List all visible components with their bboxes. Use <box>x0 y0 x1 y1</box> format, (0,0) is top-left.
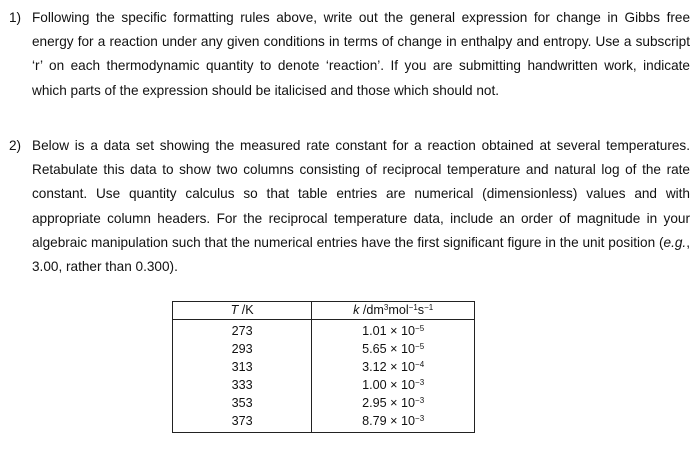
temperature-cell: 373 <box>173 412 312 433</box>
k-times-ten: × 10 <box>386 360 416 374</box>
question-1-text: Following the specific formatting rules above, write out the general expression for change in Gibbs free energy for a reaction under any given conditions in terms of change in enthalpy and entropy. Use a subscript ‘r’ on each thermodynamic quantity to denote ‘reaction’. If you are submitting handwritten work, indicate which parts of the expression should be italicised and those which should not. <box>32 10 690 98</box>
question-2-number: 2) <box>9 138 22 153</box>
k-mantissa: 8.79 <box>362 414 387 428</box>
k-exponent: −3 <box>415 414 425 423</box>
table-row <box>173 320 475 341</box>
k-mantissa: 1.01 <box>362 324 387 338</box>
rate-constant-unit-exp2: −1 <box>408 303 418 312</box>
rate-constant-unit-exp1: 3 <box>383 303 389 312</box>
rate-constant-cell <box>312 412 475 433</box>
table-row <box>173 358 475 376</box>
k-mantissa: 3.12 <box>362 360 387 374</box>
rate-constant-unit-mol: mol <box>388 303 409 317</box>
question-2-text-main: Below is a data set showing the measured rate constant for a reaction obtained at several temperatures. Retabulate this data to show two columns consisting of reciprocal temperature and natural log of the rate constant. Use quantity calculus so that table entries are numerical (dimensionless) values and with appropriate column headers. For the reciprocal temperature data, include an order of magnitude in your algebraic manipulation such that the numerical entries have the first significant figure in the unit position ( <box>32 138 690 250</box>
table-row <box>173 340 475 358</box>
question-2-text <box>32 134 690 279</box>
temperature-unit: /K <box>238 303 254 317</box>
k-exponent: −3 <box>415 378 425 387</box>
question-1-number: 1) <box>9 10 22 25</box>
k-times-ten: × 10 <box>386 342 416 356</box>
temperature-cell: 273 <box>173 320 312 341</box>
k-exponent: −5 <box>415 342 425 351</box>
table-row <box>173 394 475 412</box>
rate-constant-table <box>172 301 475 433</box>
k-mantissa: 5.65 <box>362 342 387 356</box>
rate-constant-symbol: k <box>353 303 360 317</box>
question-2-eg: e.g. <box>663 234 687 250</box>
temperature-symbol: T <box>230 303 239 317</box>
k-mantissa: 2.95 <box>362 396 387 410</box>
question-2 <box>0 134 690 279</box>
k-mantissa: 1.00 <box>362 378 387 392</box>
k-exponent: −3 <box>415 396 425 405</box>
rate-constant-cell <box>312 394 475 412</box>
rate-constant-cell <box>312 340 475 358</box>
k-times-ten: × 10 <box>386 414 416 428</box>
temperature-cell: 293 <box>173 340 312 358</box>
temperature-cell: 333 <box>173 376 312 394</box>
table-header-row <box>173 302 475 320</box>
k-times-ten: × 10 <box>386 378 416 392</box>
k-times-ten: × 10 <box>386 324 416 338</box>
rate-constant-header <box>312 302 475 320</box>
rate-constant-unit-exp3: −1 <box>424 303 434 312</box>
table-row <box>173 376 475 394</box>
k-times-ten: × 10 <box>386 396 416 410</box>
k-exponent: −4 <box>415 360 425 369</box>
question-1 <box>0 6 690 103</box>
question-2-text-end: , 3.00, rather than 0.300). <box>32 234 690 275</box>
rate-constant-unit-s: s <box>417 303 425 317</box>
table-row <box>173 412 475 433</box>
rate-constant-unit-dm: /dm <box>359 303 384 317</box>
temperature-cell: 313 <box>173 358 312 376</box>
temperature-cell: 353 <box>173 394 312 412</box>
rate-constant-cell <box>312 376 475 394</box>
temperature-header <box>173 302 312 320</box>
k-exponent: −5 <box>415 324 425 333</box>
rate-constant-cell <box>312 320 475 341</box>
rate-constant-cell <box>312 358 475 376</box>
